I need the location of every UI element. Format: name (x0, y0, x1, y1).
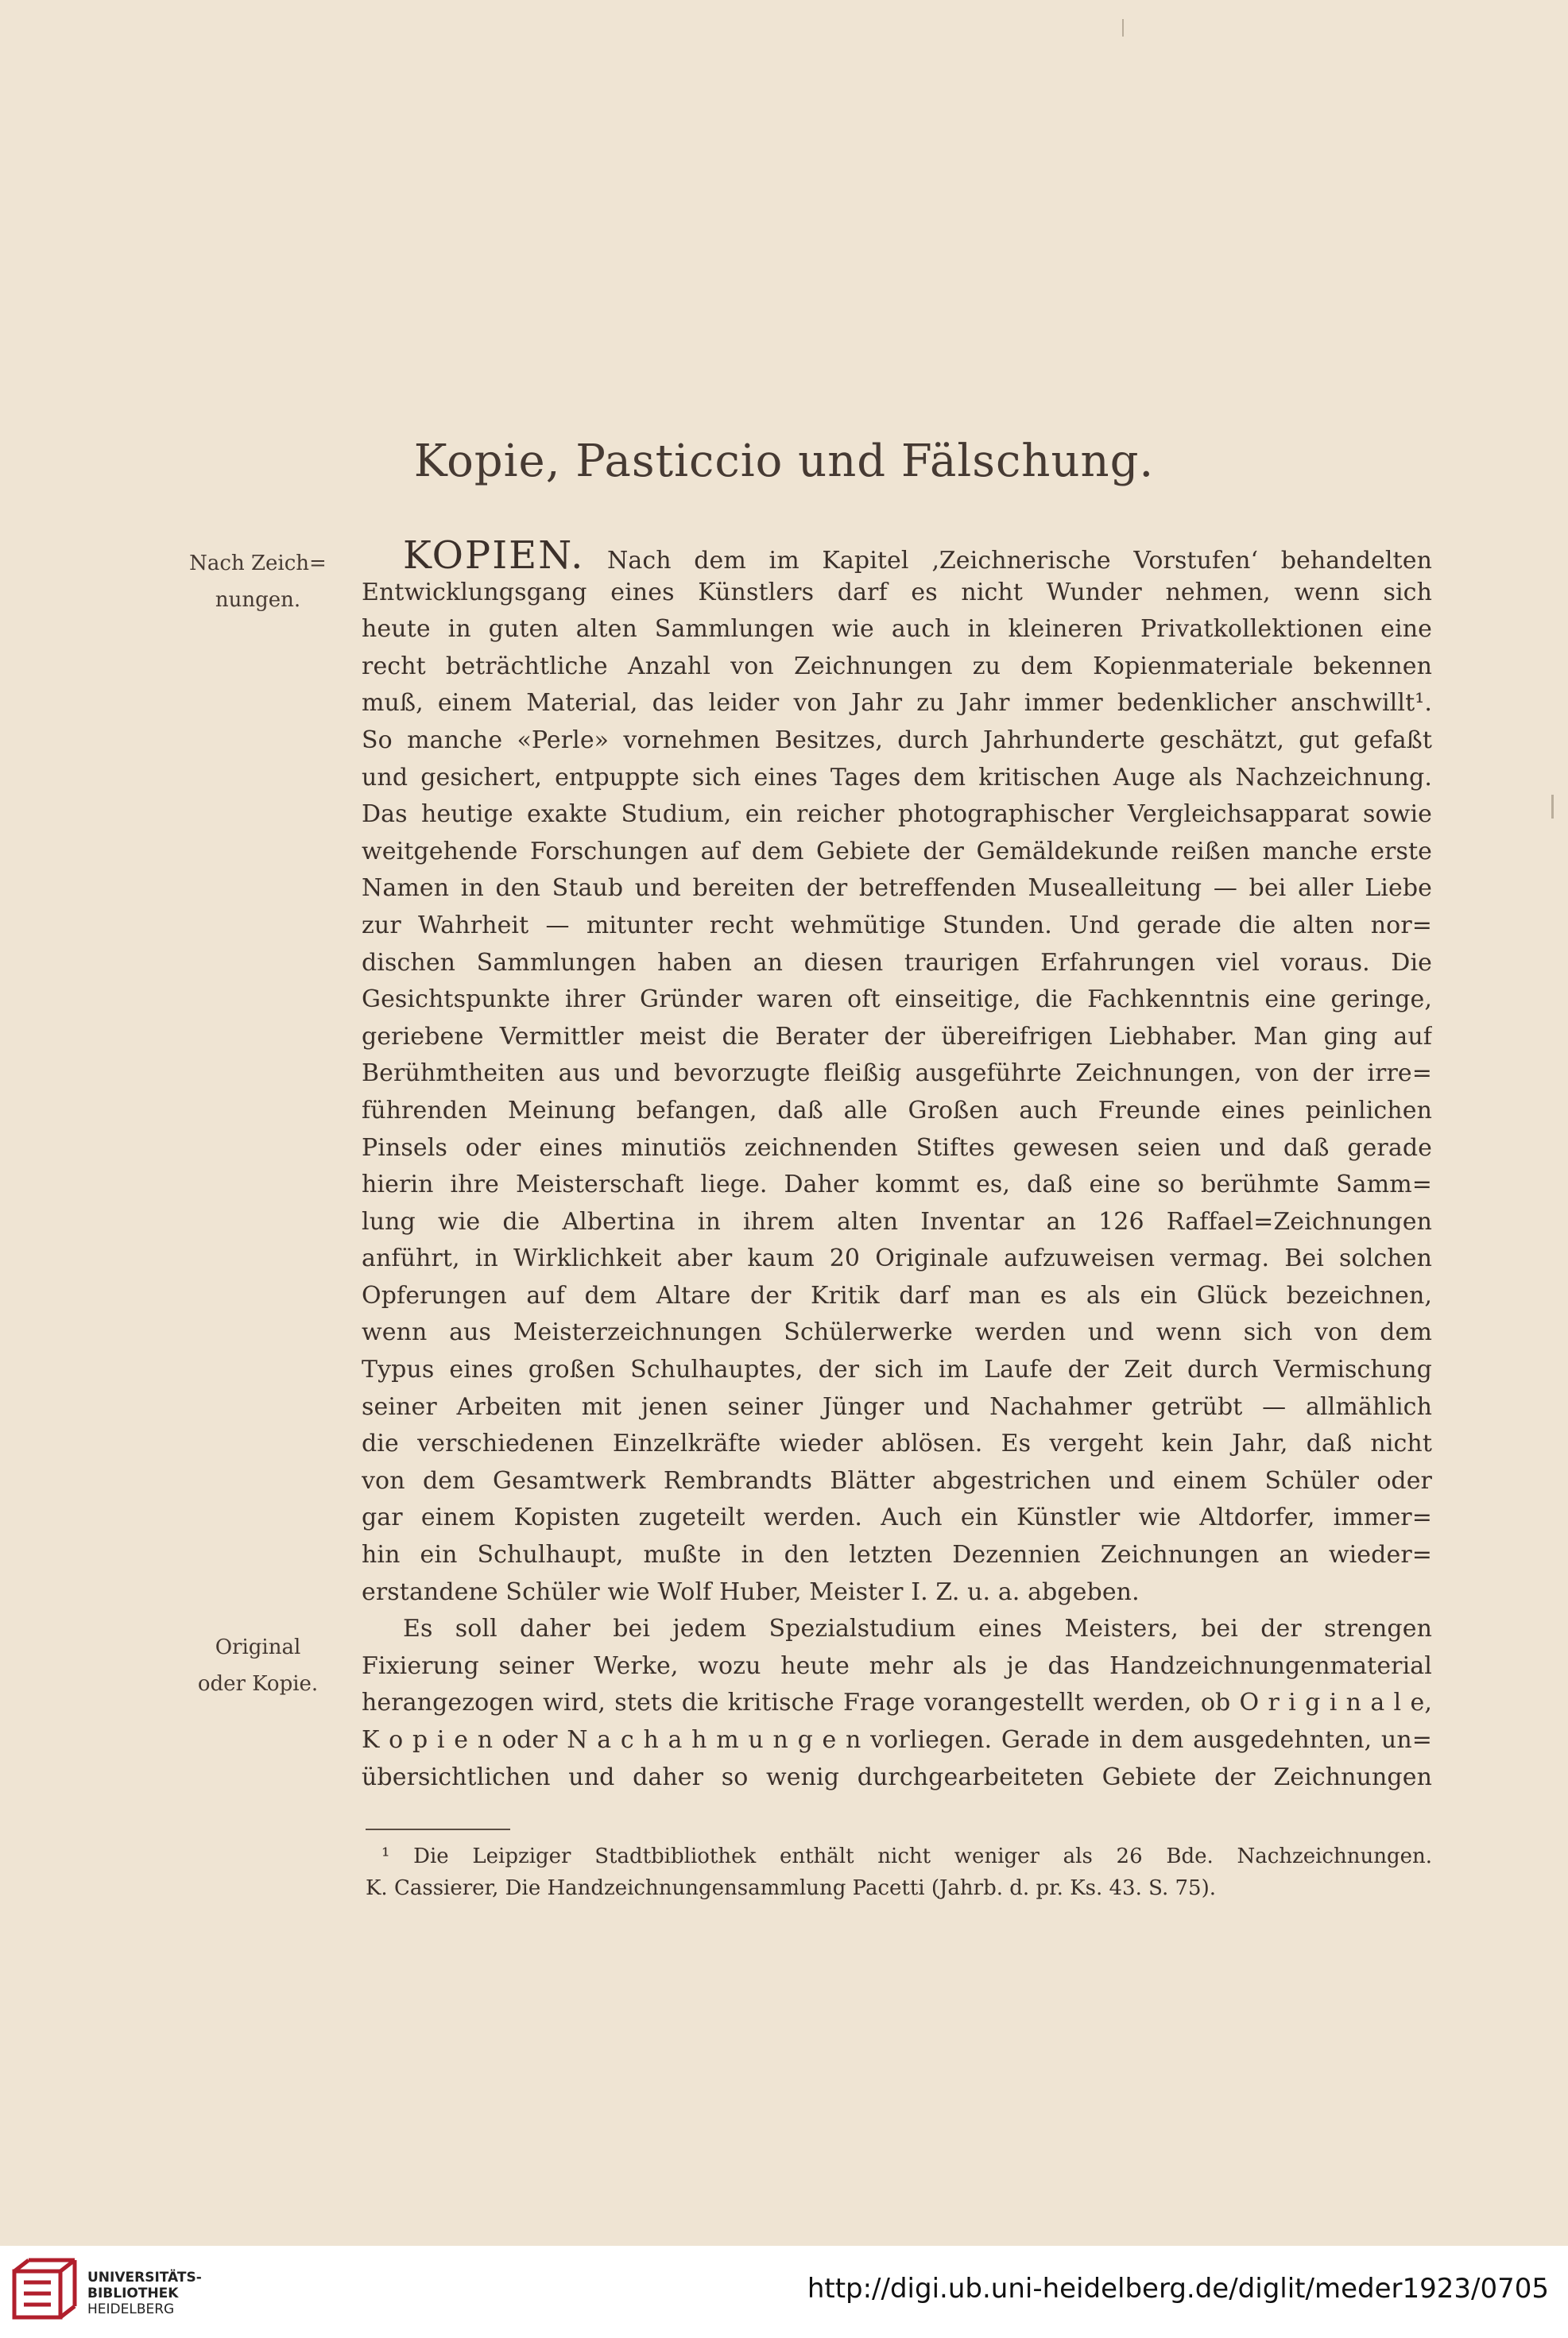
text-line: Opferungen auf dem Altare der Kritik darf man es als ein Glück bezeichnen, (362, 1281, 1432, 1310)
text-line: hierin ihre Meisterschaft liege. Daher kommt es, daß eine so berühmte Samm= (362, 1171, 1432, 1199)
text-line: die verschiedenen Einzelkräfte wieder ablösen. Es vergeht kein Jahr, daß nicht (362, 1430, 1432, 1458)
margin-note-line: Original (215, 1635, 301, 1659)
text-line: lung wie die Albertina in ihrem alten Inventar an 126 Raffael=Zeichnungen (362, 1207, 1432, 1236)
margin-note-line: Nach Zeich= (189, 552, 327, 575)
text-line: Es soll daher bei jedem Spezialstudium eines Meisters, bei der strengen (403, 1615, 1432, 1643)
dropcap-heading: KOPIEN. (403, 537, 585, 575)
text-line: So manche «Perle» vornehmen Besitzes, durch Jahrhunderte geschätzt, gut gefaßt (362, 726, 1432, 754)
text-line: Berühmtheiten aus und bevorzugte fleißig ausgeführte Zeichnungen, von der irre= (362, 1059, 1432, 1088)
text-line (362, 537, 1432, 575)
text-line: Entwicklungsgang eines Künstlers darf es nicht Wunder nehmen, wenn sich (362, 578, 1432, 606)
text-line: Das heutige exakte Studium, ein reicher photographischer Vergleichsapparat sowie (362, 800, 1432, 829)
text-line: Pinsels oder eines minutiös zeichnenden Stiftes gewesen seien und daß gerade (362, 1133, 1432, 1162)
text-line: wenn aus Meisterzeichnungen Schülerwerke werden und wenn sich von dem (362, 1318, 1432, 1347)
text-line: weitgehende Forschungen auf dem Gebiete der Gemäldekunde reißen manche erste (362, 837, 1432, 865)
viewer-footer (0, 2246, 1568, 2338)
text-line: Fixierung seiner Werke, wozu heute mehr als je das Handzeichnungenmaterial (362, 1651, 1432, 1680)
text-line: und gesichert, entpuppte sich eines Tages dem kritischen Auge als Nachzeichnung. (362, 763, 1432, 792)
text-line: von dem Gesamtwerk Rembrandts Blätter abgestrichen und einem Schüler oder (362, 1466, 1432, 1495)
text-line: gar einem Kopisten zugeteilt werden. Auch ein Künstler wie Altdorfer, immer= (362, 1504, 1432, 1532)
margin-note-line: oder Kopie. (197, 1672, 319, 1696)
text-line: geriebene Vermittler meist die Berater der übereifrigen Liebhaber. Man ging auf (362, 1022, 1432, 1051)
body-text (362, 537, 1432, 1796)
library-name-line: UNIVERSITÄTS- (87, 2270, 202, 2286)
text-line: führenden Meinung befangen, daß alle Großen auch Freunde eines peinlichen (362, 1096, 1432, 1124)
margin-note-original-oder-kopie (176, 1629, 339, 1702)
footnote (366, 1841, 1432, 1904)
text-line: zur Wahrheit — mitunter recht wehmütige Stunden. Und gerade die alten nor= (362, 911, 1432, 939)
text-line: hin ein Schulhaupt, mußte in den letzten Dezennien Zeichnungen an wieder= (362, 1541, 1432, 1570)
text-line: recht beträchtliche Anzahl von Zeichnungen zu dem Kopienmateriale bekennen (362, 652, 1432, 680)
text-line: Typus eines großen Schulhauptes, der sich im Laufe der Zeit durch Vermischung (362, 1356, 1432, 1384)
scan-mark (1551, 795, 1554, 819)
text-line: Namen in den Staub und bereiten der betreffenden Musealleitung — bei aller Liebe (362, 874, 1432, 903)
margin-note-line: nungen. (215, 588, 301, 612)
text-line: Gesichtspunkte ihrer Gründer waren oft einseitige, die Fachkenntnis eine geringe, (362, 985, 1432, 1014)
text-line: übersichtlichen und daher so wenig durchgearbeiteten Gebiete der Zeichnungen (362, 1763, 1432, 1791)
text-line: K o p i e n oder N a c h a h m u n g e n vorliegen. Gerade in dem ausgedehnten, un= (362, 1726, 1432, 1754)
library-name-line: BIBLIOTHEK (87, 2286, 179, 2301)
scan-mark (1122, 19, 1124, 37)
page-title: Kopie, Pasticcio und Fälschung. (413, 435, 1155, 487)
text-line: muß, einem Material, das leider von Jahr zu Jahr immer bedenklicher anschwillt¹. (362, 689, 1432, 718)
ub-heidelberg-logo-icon[interactable] (10, 2255, 79, 2328)
text-line: herangezogen wird, stets die kritische Frage vorangestellt werden, ob O r i g i n a l e, (362, 1689, 1432, 1717)
footnote-line: ¹ Die Leipziger Stadtbibliothek enthält nicht weniger als 26 Bde. Nachzeichnungen. (381, 1844, 1432, 1868)
text-line: erstandene Schüler wie Wolf Huber, Meister I. Z. u. a. abgeben. (362, 1577, 1140, 1606)
library-name (87, 2270, 202, 2317)
footnote-line: K. Cassierer, Die Handzeichnungensammlung Pacetti (Jahrb. d. pr. Ks. 43. S. 75). (366, 1876, 1217, 1900)
permalink-url[interactable]: http://digi.ub.uni-heidelberg.de/diglit/meder1923/0705 (807, 2273, 1549, 2305)
text-line-rest: Nach dem im Kapitel ‚Zeichnerische Vorstufen‘ behandelten (584, 547, 1432, 575)
library-name-line: HEIDELBERG (87, 2301, 175, 2317)
text-line: anführt, in Wirklichkeit aber kaum 20 Originale aufzuweisen vermag. Bei solchen (362, 1244, 1432, 1273)
footnote-divider (366, 1829, 510, 1830)
margin-note-nach-zeichnungen (176, 545, 339, 618)
text-line: heute in guten alten Sammlungen wie auch in kleineren Privatkollektionen eine (362, 615, 1432, 644)
text-line: dischen Sammlungen haben an diesen traurigen Erfahrungen viel voraus. Die (362, 948, 1432, 977)
text-line: seiner Arbeiten mit jenen seiner Jünger und Nachahmer getrübt — allmählich (362, 1392, 1432, 1421)
